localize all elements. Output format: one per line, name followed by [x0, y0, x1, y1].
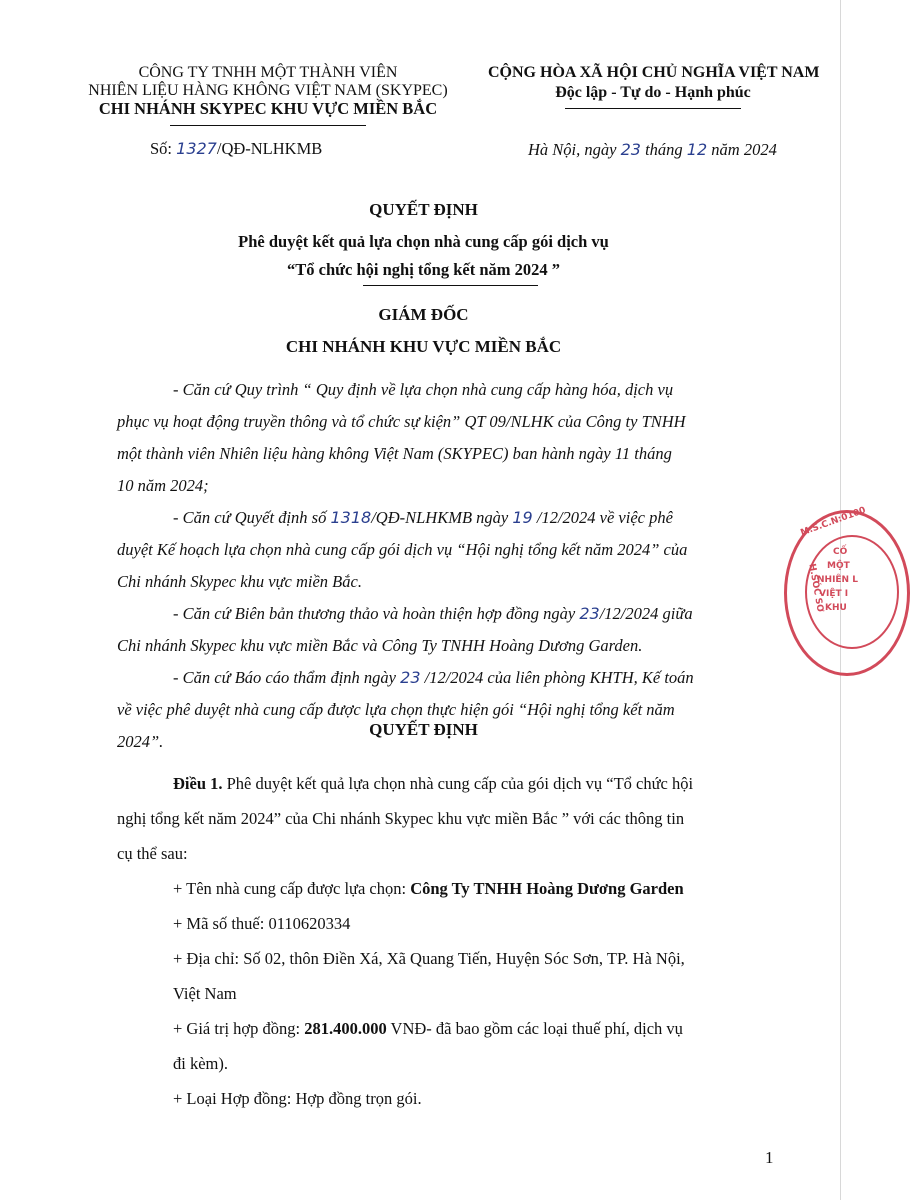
header-right-underline — [565, 108, 741, 109]
date-month-label: tháng — [645, 140, 683, 159]
basis-3-line-1: - Căn cứ Biên bản thương thảo và hoàn thiện hợp đồng ngày 23/12/2024 giữa — [173, 604, 693, 623]
basis-4-line-2: về việc phê duyệt nhà cung cấp được lựa chọn thực hiện gói “Hội nghị tổng kết năm — [117, 700, 675, 719]
number-label: Số: — [150, 139, 173, 158]
basis-2-line-1: - Căn cứ Quyết định số 1318/QĐ-NLHKMB ngày 19 /12/2024 về việc phê — [173, 508, 673, 527]
seal-text-7: H.SÓC SƠ — [806, 562, 825, 614]
company-line-2: NHIÊN LIỆU HÀNG KHÔNG VIỆT NAM (SKYPEC) — [88, 82, 448, 99]
seal-text-3: MỘT — [827, 561, 850, 571]
contract-value-line-2: đi kèm). — [173, 1054, 228, 1073]
basis-1-line-4: 10 năm 2024; — [117, 476, 209, 495]
tax-code-line: + Mã số thuế: 0110620334 — [173, 914, 351, 933]
basis-1-line-2: phục vụ hoạt động truyền thông và tổ chức sự kiện” QT 09/NLHK của Công ty TNHH — [117, 412, 686, 431]
basis-4-line-1: - Căn cứ Báo cáo thẩm định ngày 23 /12/2024 của liên phòng KHTH, Kế toán — [173, 668, 694, 687]
contract-type-line: + Loại Hợp đồng: Hợp đồng trọn gói. — [173, 1089, 422, 1108]
basis-section — [117, 374, 784, 758]
company-line-1: CÔNG TY TNHH MỘT THÀNH VIÊN — [138, 64, 398, 81]
authority-line-1: GIÁM ĐỐC — [378, 305, 469, 324]
header-left-underline — [170, 125, 366, 126]
basis-1-line-3: một thành viên Nhiên liệu hàng không Việt Nam (SKYPEC) ban hành ngày 11 tháng — [117, 444, 672, 463]
decision-subtitle-1: Phê duyệt kết quả lựa chọn nhà cung cấp gói dịch vụ — [238, 232, 609, 251]
decision-subtitle-2: “Tổ chức hội nghị tổng kết năm 2024 ” — [286, 260, 560, 279]
basis-3-line-2: Chi nhánh Skypec khu vực miền Bắc và Công Ty TNHH Hoàng Dương Garden. — [117, 636, 643, 655]
document-number — [150, 139, 322, 159]
supplier-name-line: + Tên nhà cung cấp được lựa chọn: Công Ty TNHH Hoàng Dương Garden — [173, 879, 684, 898]
date-year: năm 2024 — [711, 140, 777, 159]
authority-line-2: CHI NHÁNH KHU VỰC MIỀN BẮC — [285, 337, 562, 356]
seal-text-6: KHU — [825, 603, 847, 613]
number-suffix: /QĐ-NLHKMB — [216, 139, 323, 158]
date-day: 23 — [620, 140, 641, 159]
address-line-2: Việt Nam — [173, 984, 237, 1003]
address-line-1: + Địa chỉ: Số 02, thôn Điền Xá, Xã Quang Tiến, Huyện Sóc Sơn, TP. Hà Nội, — [173, 949, 685, 968]
article-1-line-3: cụ thể sau: — [117, 844, 188, 863]
date-prefix: Hà Nội, ngày — [528, 140, 617, 159]
basis-4-line-3: 2024”. — [117, 732, 164, 751]
page-number: 1 — [765, 1148, 774, 1167]
article-1 — [117, 766, 784, 1116]
basis-1-line-1: - Căn cứ Quy trình “ Quy định về lựa chọn nhà cung cấp hàng hóa, dịch vụ — [173, 380, 674, 399]
title-underline — [363, 285, 538, 286]
contract-value-line: + Giá trị hợp đồng: 281.400.000 VNĐ- đã bao gồm các loại thuế phí, dịch vụ — [173, 1019, 683, 1038]
decision-title: QUYẾT ĐỊNH — [369, 200, 478, 219]
basis-2-line-2: duyệt Kế hoạch lựa chọn nhà cung cấp gói dịch vụ “Hội nghị tổng kết năm 2024” của — [117, 540, 688, 559]
decision-heading: QUYẾT ĐỊNH — [369, 720, 478, 739]
article-1-line-2: nghị tổng kết năm 2024” của Chi nhánh Skypec khu vực miền Bắc ” với các thông tin — [117, 809, 685, 828]
number-handwritten: 1327 — [176, 139, 217, 158]
nation-title: CỘNG HÒA XÃ HỘI CHỦ NGHĨA VIỆT NAM — [488, 64, 820, 81]
seal-text-4: NHIÊN L — [817, 575, 858, 585]
document-date — [528, 140, 777, 160]
basis-2-line-3: Chi nhánh Skypec khu vực miền Bắc. — [117, 572, 362, 591]
seal-text-5: VIỆT I — [819, 589, 849, 599]
branch-name: CHI NHÁNH SKYPEC KHU VỰC MIỀN BẮC — [98, 99, 438, 118]
article-1-line-1: Điều 1. Phê duyệt kết quả lựa chọn nhà cung cấp của gói dịch vụ “Tổ chức hội — [173, 774, 694, 793]
date-month: 12 — [686, 140, 708, 159]
company-seal-stamp — [784, 505, 910, 676]
seal-text-1: M.S.C.N:0100 — [799, 505, 868, 539]
nation-motto: Độc lập - Tự do - Hạnh phúc — [555, 84, 751, 101]
seal-text-2: CỐ — [833, 547, 848, 557]
